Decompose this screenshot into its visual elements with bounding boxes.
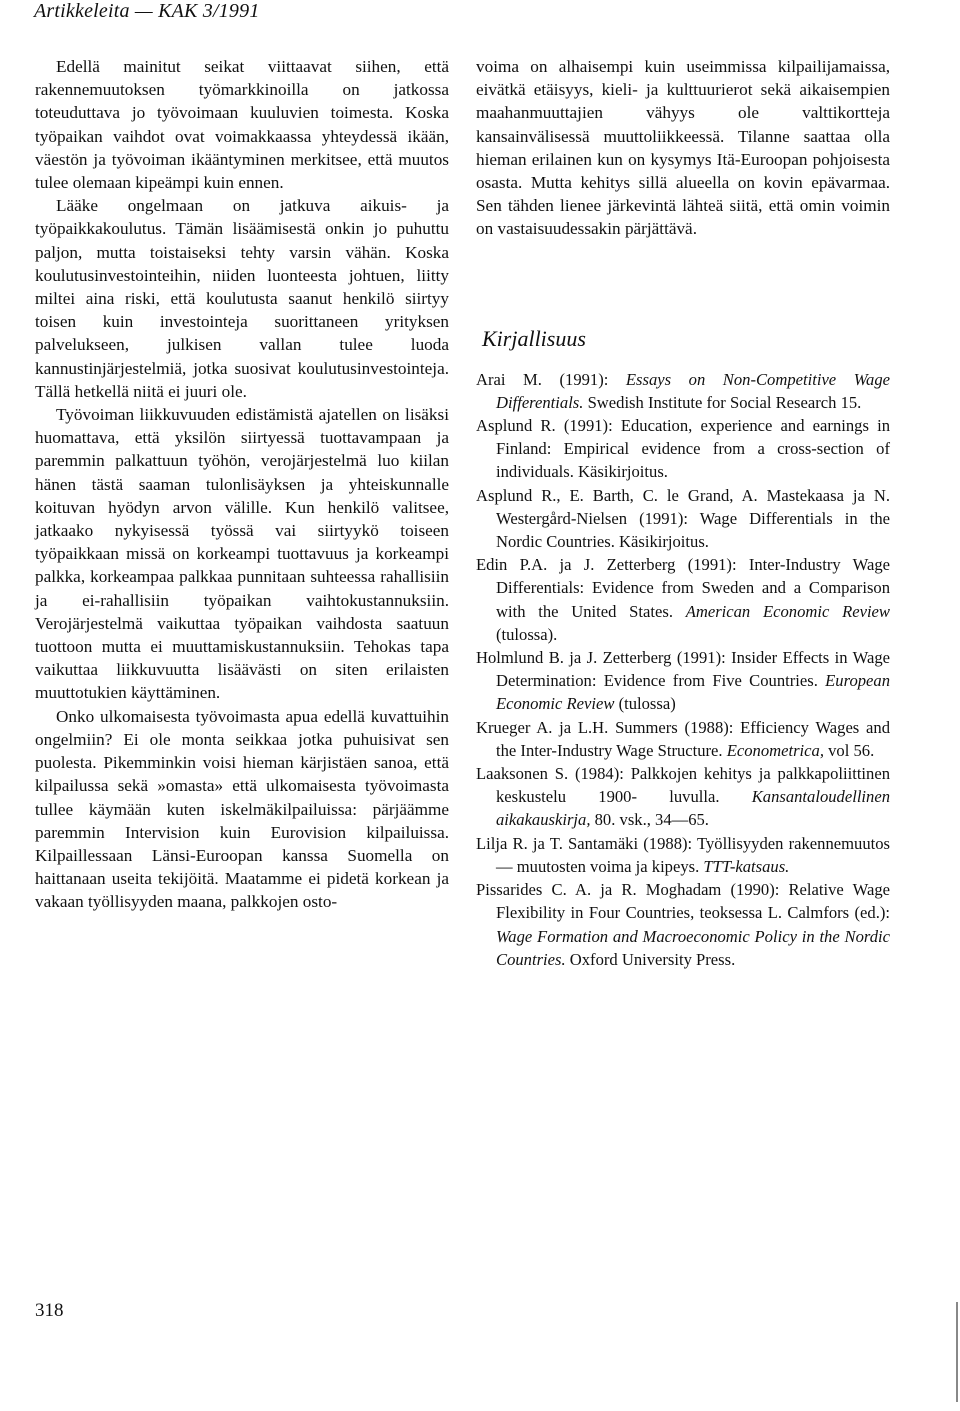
reference-text: Pissarides C. A. ja R. Moghadam (1990): Relative Wage Flexibility in Four Countries, teoksessa L. Calmfors (ed.): xyxy=(476,880,890,923)
reference-text: Edin P.A. ja J. Zetterberg (1991): Inter-Industry Wage Differentials: Evidence from Sweden and a Comparison with the United States. xyxy=(476,555,890,621)
reference-text: Holmlund B. ja J. Zetterberg (1991): Insider Effects in Wage Determination: Evidence from Five Countries. xyxy=(476,648,890,691)
reference-text: Swedish Institute for Social Research 15. xyxy=(583,392,862,412)
reference-item xyxy=(476,716,890,762)
reference-text: Asplund R., E. Barth, C. le Grand, A. Mastekaasa ja N. Westergård-Nielsen (1991): Wage Differentials in the Nordic Countries. Käsikirjoitus. xyxy=(476,485,890,552)
reference-text: Asplund R. (1991): Education, experience and earnings in Finland: Empirical evidence from a cross-section of individuals. Käsikirjoitus. xyxy=(476,416,890,482)
reference-title: Kansantaloudellinen aikakauskirja, xyxy=(496,787,890,830)
reference-text: (tulossa). xyxy=(496,624,558,644)
left-column xyxy=(35,55,449,914)
reference-text: Lilja R. ja T. Santamäki (1988): Työllisyyden rakennemuutos — muutosten voima ja kipeys. xyxy=(476,833,890,876)
reference-title: American Economic Review xyxy=(685,601,890,621)
body-paragraph: Onko ulkomaisesta työvoimasta apua edellä kuvattuihin ongelmiin? Ei ole monta seikkaa jotka puhuisivat sen puolesta. Pikemminkin voisi hieman kärjistäen sanoa, että kilpailussa sekä »omasta» että ulkomaisesta työvoimasta tullee käymään kuten iskelmäkilpailuissa: pärjäämme paremmin Intervision kuin Eurovision kilpailuissa. Kilpaillessaan Länsi-Euroopan kanssa Suomella on haittanaan useita tekijöitä. Maatamme ei pidetä korkean ja vakaan työllisyyden maana, palkkojen osto- xyxy=(35,706,449,912)
reference-text: Krueger A. ja L.H. Summers (1988): Efficiency Wages and the Inter-Industry Wage Structure. xyxy=(476,717,890,760)
reference-item xyxy=(476,878,890,971)
running-header: Artikkeleita — KAK 3/1991 xyxy=(34,0,260,22)
reference-title: Wage Formation and Macroeconomic Policy in the Nordic Countries. xyxy=(496,926,890,969)
reference-item xyxy=(476,368,890,414)
body-paragraph: Edellä mainitut seikat viittaavat siihen, että rakennemuutoksen työmarkkinoilla on jatkossa toteuduttava jo työvoimaan kuuluvien toimesta. Koska työpaikan vaihdot ovat voimakkaassa yhteydessä ikään, väestön ja työvoiman ikääntyminen merkitsee, että muutos tulee olemaan kipeämpi kuin ennen. xyxy=(35,57,449,193)
body-paragraph-continued: voima on alhaisempi kuin useimmissa kilpailijamaissa, eivätkä etäisyys, kieli- ja kulttuurierot sekä aikaisempien maahanmuuttajien vähyys ole valttikortteja kansainvälisessä muuttoliikkeessä. Tilanne saattaa olla hieman erilainen kun on kysymys Itä-Euroopan pohjoisesta osasta. Mutta kehitys sillä alueella on kovin epävarmaa. Sen tähden lienee järkevintä lähteä siitä, että omin voimin on vastaisuudessakin pärjättävä. xyxy=(476,57,890,239)
reference-text: (tulossa) xyxy=(614,694,676,714)
right-column xyxy=(476,55,890,971)
reference-item xyxy=(476,484,890,554)
reference-text: Arai M. (1991): xyxy=(476,369,626,389)
reference-list xyxy=(476,368,890,971)
body-paragraph: Lääke ongelmaan on jatkuva aikuis- ja työpaikkakoulutus. Tämän lisäämisestä onkin jo puhuttu paljon, mutta toistaiseksi tehty varsin vähän. Koska koulutusinvestointeihin, niiden luonteesta johtuen, liitty miltei aina riski, että koulutusta saanut henkilö siirtyy toisen kuin investointeja suorittaneen yrityksen palvelukseen, julkisen vallan tulee luoda kannustinjärjestelmiä, jotka suosivat koulutusinvestointeja. Tällä hetkellä niitä ei juuri ole. xyxy=(35,196,449,401)
reference-text: Oxford University Press. xyxy=(565,949,736,969)
reference-item xyxy=(476,646,890,716)
scan-margin-line xyxy=(956,1302,958,1402)
references-heading: Kirjallisuus xyxy=(482,325,586,351)
reference-text: 80. vsk., 34—65. xyxy=(590,810,709,830)
page-number: 318 xyxy=(35,1300,64,1321)
reference-title: Essays on Non-Competitive Wage Differentials. xyxy=(496,369,890,412)
reference-item xyxy=(476,414,890,484)
reference-title: European Economic Review xyxy=(496,671,890,714)
body-paragraph: Työvoiman liikkuvuuden edistämistä ajatellen on lisäksi huomattava, että yksilön siirtyessä tuottavampaan ja paremmin palkattuun työhön, verojärjestelmä luo kiilan hänen tästä saaman tulonlisäyksen ja yhteiskunnalle koituvan hyödyn arvon välille. Kun henkilö valitsee, jatkaako nykyisessä työssä vai siirtyykö toiseen työpaikkaan missä on korkeampi tuottavuus ja korkeampi palkka, korkeampaa palkkaa punnitaan suhteessa rahallisiin ja ei-rahallisiin työpaikan vaihtokustannuksiin. Verojärjestelmä vaikuttaa työpaikan vaihdosta saatuun tuottoon mutta ei muuttamiskustannuksiin. Tehokas tapa vaikuttaa liikkuvuutta lisäävästi on siten erilaisten muuttotukien käyttäminen. xyxy=(35,405,449,703)
reference-title: Econometrica, xyxy=(726,740,824,760)
reference-text: Laaksonen S. (1984): Palkkojen kehitys ja palkkapoliittinen keskustelu 1900- luvulla. xyxy=(476,764,890,807)
reference-title: TTT-katsaus. xyxy=(703,856,790,876)
reference-item xyxy=(476,762,890,832)
reference-text: vol 56. xyxy=(823,740,875,760)
reference-item xyxy=(476,553,890,646)
reference-item xyxy=(476,832,890,878)
